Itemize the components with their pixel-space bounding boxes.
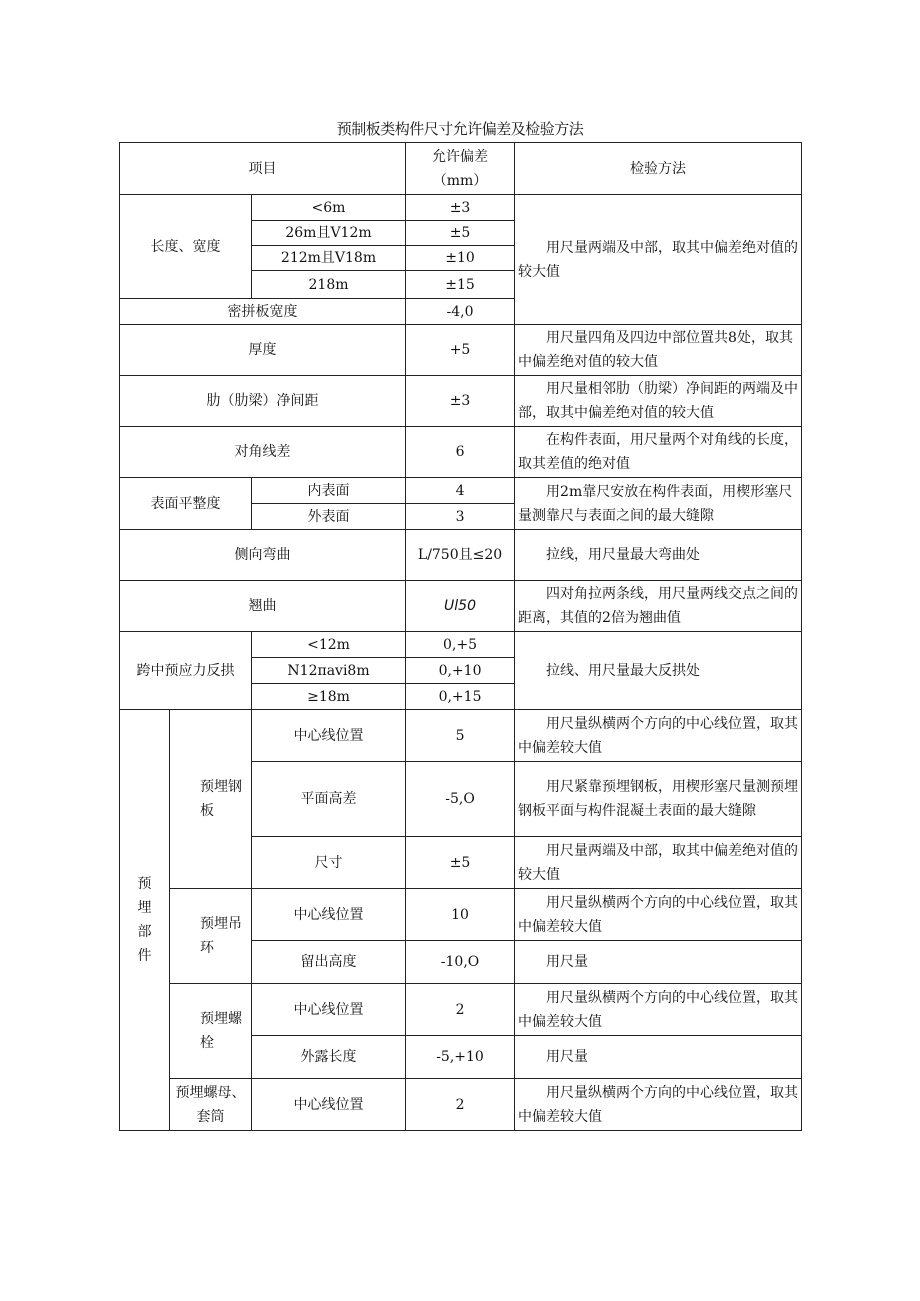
length-method: 用尺量两端及中部，取其中偏差绝对值的较大值	[515, 195, 802, 325]
ring-cond: 留出高度	[252, 941, 406, 984]
warp-tol: Ul50	[406, 581, 515, 632]
plate-tol: ±5	[406, 837, 515, 889]
camber-cond: N12πavi8m	[252, 658, 406, 684]
table-row	[120, 195, 802, 221]
embedded-label-text: 预埋部件	[137, 876, 152, 964]
table-row	[120, 325, 802, 376]
header-row	[120, 143, 802, 195]
table-row	[120, 1079, 802, 1131]
nut-tol: 2	[406, 1079, 515, 1131]
seam-tol: -4,0	[406, 299, 515, 325]
plate-method: 用尺量两端及中部，取其中偏差绝对值的较大值	[515, 837, 802, 889]
length-cond: 218m	[252, 271, 406, 299]
bolt-cond: 外露长度	[252, 1036, 406, 1079]
thickness-tol: +5	[406, 325, 515, 376]
ring-tol: 10	[406, 889, 515, 941]
table-row	[120, 427, 802, 478]
bolt-method: 用尺量	[515, 1036, 802, 1079]
nut-method: 用尺量纵横两个方向的中心线位置，取其中偏差较大值	[515, 1079, 802, 1131]
table-row	[120, 478, 802, 504]
plate-method: 用尺量纵横两个方向的中心线位置，取其中偏差较大值	[515, 710, 802, 762]
diagonal-tol: 6	[406, 427, 515, 478]
plate-label: 预埋钢板	[170, 710, 252, 889]
flatness-tol: 4	[406, 478, 515, 504]
ring-cond: 中心线位置	[252, 889, 406, 941]
length-cond: 212m且V18m	[252, 246, 406, 271]
seam-label: 密拼板宽度	[120, 299, 406, 325]
plate-tol: -5,O	[406, 762, 515, 837]
camber-tol: 0,+5	[406, 632, 515, 658]
table-row	[120, 710, 802, 762]
flatness-cond: 外表面	[252, 504, 406, 530]
table-row	[120, 984, 802, 1036]
camber-cond: ≥18m	[252, 684, 406, 710]
table-row	[120, 581, 802, 632]
thickness-method: 用尺量四角及四边中部位置共8处，取其中偏差绝对值的较大值	[515, 325, 802, 376]
table-row	[120, 889, 802, 941]
flatness-cond: 内表面	[252, 478, 406, 504]
thickness-label: 厚度	[120, 325, 406, 376]
bolt-tol: 2	[406, 984, 515, 1036]
camber-tol: 0,+10	[406, 658, 515, 684]
plate-cond: 中心线位置	[252, 710, 406, 762]
diagonal-method: 在构件表面，用尺量两个对角线的长度，取其差值的绝对值	[515, 427, 802, 478]
rib-tol: ±3	[406, 376, 515, 427]
header-item: 项目	[120, 143, 406, 195]
bolt-cond: 中心线位置	[252, 984, 406, 1036]
plate-method: 用尺紧靠预埋钢板，用楔形塞尺量测预埋钢板平面与构件混凝土表面的最大缝隙	[515, 762, 802, 837]
length-cond: 26m且V12m	[252, 221, 406, 246]
warp-method: 四对角拉两条线，用尺量两线交点之间的距离，其值的2倍为翘曲值	[515, 581, 802, 632]
header-tolerance: 允许偏差（mm）	[406, 143, 515, 195]
plate-cond: 平面高差	[252, 762, 406, 837]
camber-label: 跨中预应力反拱	[120, 632, 252, 710]
embedded-label	[120, 710, 170, 1131]
rib-label: 肋（肋梁）净间距	[120, 376, 406, 427]
ring-method: 用尺量	[515, 941, 802, 984]
tolerance-table	[119, 142, 802, 1131]
flatness-tol: 3	[406, 504, 515, 530]
length-tol: ±15	[406, 271, 515, 299]
bolt-method: 用尺量纵横两个方向的中心线位置，取其中偏差较大值	[515, 984, 802, 1036]
sidebend-method: 拉线，用尺量最大弯曲处	[515, 530, 802, 581]
header-method: 检验方法	[515, 143, 802, 195]
ring-label: 预埋吊环	[170, 889, 252, 984]
flatness-method: 用2m靠尺安放在构件表面，用楔形塞尺量测靠尺与表面之间的最大缝隙	[515, 478, 802, 530]
plate-cond: 尺寸	[252, 837, 406, 889]
nut-cond: 中心线位置	[252, 1079, 406, 1131]
ring-method: 用尺量纵横两个方向的中心线位置，取其中偏差较大值	[515, 889, 802, 941]
camber-method: 拉线、用尺量最大反拱处	[515, 632, 802, 710]
nut-label: 预埋螺母、套筒	[170, 1079, 252, 1131]
sidebend-tol: L/750且≤20	[406, 530, 515, 581]
length-tol: ±3	[406, 195, 515, 221]
length-cond: <6m	[252, 195, 406, 221]
table-title: 预制板类构件尺寸允许偏差及检验方法	[336, 120, 584, 138]
table-row	[120, 632, 802, 658]
ring-tol: -10,O	[406, 941, 515, 984]
sidebend-label: 侧向弯曲	[120, 530, 406, 581]
camber-tol: 0,+15	[406, 684, 515, 710]
bolt-tol: -5,+10	[406, 1036, 515, 1079]
rib-method: 用尺量相邻肋（肋梁）净间距的两端及中部，取其中偏差绝对值的较大值	[515, 376, 802, 427]
diagonal-label: 对角线差	[120, 427, 406, 478]
camber-cond: <12m	[252, 632, 406, 658]
table-row	[120, 376, 802, 427]
warp-label: 翘曲	[120, 581, 406, 632]
length-tol: ±5	[406, 221, 515, 246]
flatness-label: 表面平整度	[120, 478, 252, 530]
bolt-label: 预埋螺栓	[170, 984, 252, 1079]
table-row	[120, 530, 802, 581]
plate-tol: 5	[406, 710, 515, 762]
length-tol: ±10	[406, 246, 515, 271]
length-label: 长度、宽度	[120, 195, 252, 299]
